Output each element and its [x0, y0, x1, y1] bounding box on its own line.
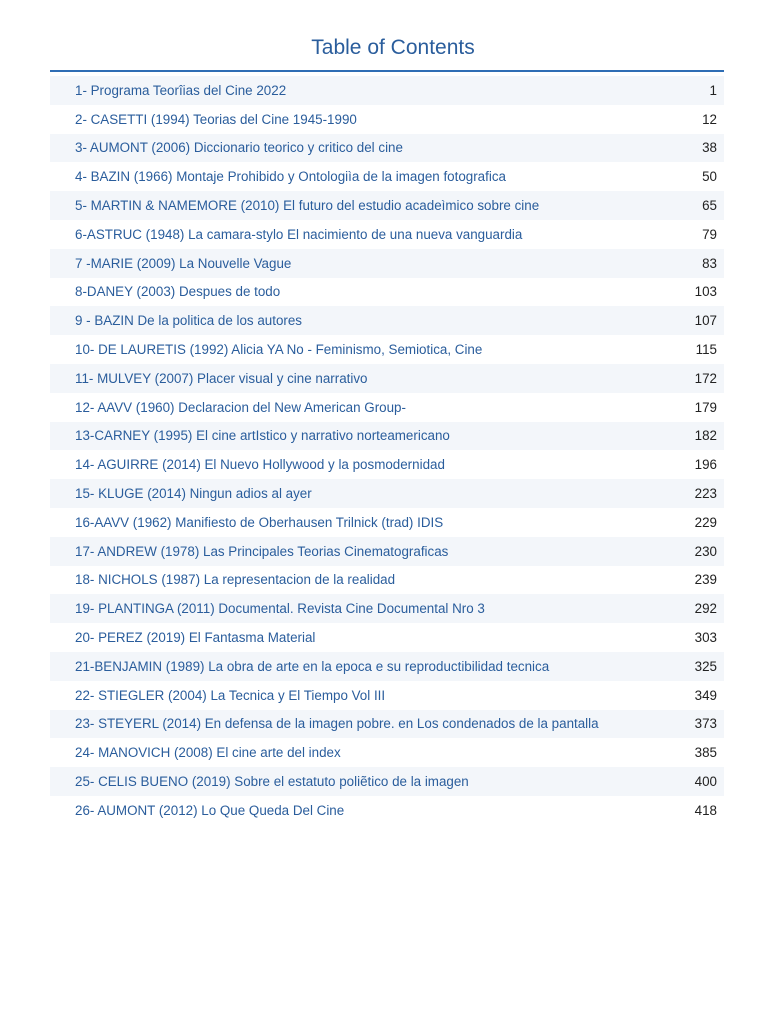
- toc-entry-page-number: 83: [702, 255, 717, 271]
- toc-entry-title[interactable]: 21-BENJAMIN (1989) La obra de arte en la epoca e su reproductibilidad tecnica: [75, 658, 550, 674]
- toc-entry[interactable]: [50, 738, 724, 767]
- toc-entry-page-number: 103: [694, 284, 717, 300]
- toc-entry[interactable]: [50, 796, 724, 825]
- toc-entry-page-number: 179: [694, 399, 717, 415]
- toc-entry[interactable]: [50, 422, 724, 451]
- toc-entry-title[interactable]: 19- PLANTINGA (2011) Documental. Revista Cine Documental Nro 3: [75, 601, 485, 617]
- toc-entry-page-number: 230: [694, 543, 717, 559]
- toc-entry[interactable]: [50, 508, 724, 537]
- toc-entry[interactable]: [50, 364, 724, 393]
- toc-entry[interactable]: [50, 76, 724, 105]
- toc-entry-page-number: 107: [694, 313, 717, 329]
- toc-list: [50, 76, 724, 825]
- toc-entry[interactable]: [50, 105, 724, 134]
- toc-entry[interactable]: [50, 652, 724, 681]
- toc-entry-page-number: 65: [702, 198, 717, 214]
- toc-entry-page-number: 182: [694, 428, 717, 444]
- toc-entry-page-number: 79: [702, 226, 717, 242]
- toc-entry-page-number: 50: [702, 169, 717, 185]
- toc-entry-title[interactable]: 20- PEREZ (2019) El Fantasma Material: [75, 630, 316, 646]
- toc-entry-page-number: 229: [694, 514, 717, 530]
- toc-entry-title[interactable]: 4- BAZIN (1966) Montaje Prohibido y Ontologiìa de la imagen fotografica: [75, 169, 506, 185]
- toc-entry-title[interactable]: 5- MARTIN & NAMEMORE (2010) El futuro del estudio acadeìmico sobre cine: [75, 198, 540, 214]
- toc-entry[interactable]: [50, 191, 724, 220]
- toc-entry-page-number: 418: [694, 802, 717, 818]
- toc-entry[interactable]: [50, 249, 724, 278]
- toc-entry[interactable]: [50, 450, 724, 479]
- toc-entry-page-number: 12: [702, 111, 717, 127]
- toc-entry[interactable]: [50, 537, 724, 566]
- toc-entry-page-number: 385: [694, 745, 717, 761]
- title-divider: [50, 70, 724, 72]
- toc-entry-page-number: 303: [694, 630, 717, 646]
- toc-entry-title[interactable]: 26- AUMONT (2012) Lo Que Queda Del Cine: [75, 802, 345, 818]
- toc-title: Table of Contents: [311, 36, 475, 59]
- toc-entry-title[interactable]: 14- AGUIRRE (2014) El Nuevo Hollywood y la posmodernidad: [75, 457, 445, 473]
- toc-entry[interactable]: [50, 767, 724, 796]
- toc-entry-page-number: 349: [694, 687, 717, 703]
- toc-entry-page-number: 400: [694, 774, 717, 790]
- toc-entry[interactable]: [50, 134, 724, 163]
- toc-entry-title[interactable]: 13-CARNEY (1995) El cine artIstico y narrativo norteamericano: [75, 428, 450, 444]
- toc-entry[interactable]: [50, 162, 724, 191]
- toc-entry[interactable]: [50, 594, 724, 623]
- toc-entry-page-number: 373: [694, 716, 717, 732]
- toc-entry-title[interactable]: 12- AAVV (1960) Declaracion del New American Group-: [75, 399, 406, 415]
- toc-entry-page-number: 292: [694, 601, 717, 617]
- toc-entry[interactable]: [50, 306, 724, 335]
- toc-entry-title[interactable]: 6-ASTRUC (1948) La camara-stylo El nacimiento de una nueva vanguardia: [75, 226, 523, 242]
- toc-entry-page-number: 196: [694, 457, 717, 473]
- toc-entry-title[interactable]: 24- MANOVICH (2008) El cine arte del index: [75, 745, 341, 761]
- toc-entry-title[interactable]: 22- STIEGLER (2004) La Tecnica y El Tiempo Vol III: [75, 687, 386, 703]
- toc-entry-page-number: 223: [694, 486, 717, 502]
- toc-entry-title[interactable]: 25- CELIS BUENO (2019) Sobre el estatuto poliẽtico de la imagen: [75, 774, 469, 790]
- toc-entry-page-number: 115: [695, 342, 717, 358]
- toc-entry[interactable]: [50, 566, 724, 595]
- toc-entry-title[interactable]: 18- NICHOLS (1987) La representacion de la realidad: [75, 572, 396, 588]
- toc-entry[interactable]: [50, 393, 724, 422]
- toc-entry[interactable]: [50, 710, 724, 739]
- toc-entry-title[interactable]: 1- Programa Teorîias del Cine 2022: [75, 82, 287, 98]
- toc-entry-title[interactable]: 3- AUMONT (2006) Diccionario teorico y critico del cine: [75, 140, 403, 156]
- toc-entry-title[interactable]: 11- MULVEY (2007) Placer visual y cine narrativo: [75, 370, 368, 386]
- toc-entry-page-number: 1: [709, 82, 717, 98]
- toc-entry[interactable]: [50, 278, 724, 307]
- toc-entry-title[interactable]: 8-DANEY (2003) Despues de todo: [75, 284, 281, 300]
- toc-entry[interactable]: [50, 220, 724, 249]
- toc-entry-title[interactable]: 17- ANDREW (1978) Las Principales Teorias Cinematograficas: [75, 543, 449, 559]
- toc-entry-page-number: 38: [702, 140, 717, 156]
- toc-entry[interactable]: [50, 623, 724, 652]
- toc-entry[interactable]: [50, 335, 724, 364]
- toc-entry-title[interactable]: 15- KLUGE (2014) Ningun adios al ayer: [75, 486, 312, 502]
- toc-entry-title[interactable]: 9 - BAZIN De la politica de los autores: [75, 313, 303, 329]
- toc-entry-page-number: 172: [694, 370, 717, 386]
- toc-entry-page-number: 239: [694, 572, 717, 588]
- toc-entry[interactable]: [50, 479, 724, 508]
- toc-entry-title[interactable]: 2- CASETTI (1994) Teorias del Cine 1945-1990: [75, 111, 357, 127]
- toc-entry-page-number: 325: [694, 658, 717, 674]
- toc-entry-title[interactable]: 23- STEYERL (2014) En defensa de la imagen pobre. en Los condenados de la pantalla: [75, 716, 599, 732]
- toc-entry-title[interactable]: 10- DE LAURETIS (1992) Alicia YA No - Feminismo, Semiotica, Cine: [75, 342, 483, 358]
- toc-entry-title[interactable]: 7 -MARIE (2009) La Nouvelle Vague: [75, 255, 292, 271]
- toc-entry[interactable]: [50, 681, 724, 710]
- toc-entry-title[interactable]: 16-AAVV (1962) Manifiesto de Oberhausen Trilnick (trad) IDIS: [75, 514, 444, 530]
